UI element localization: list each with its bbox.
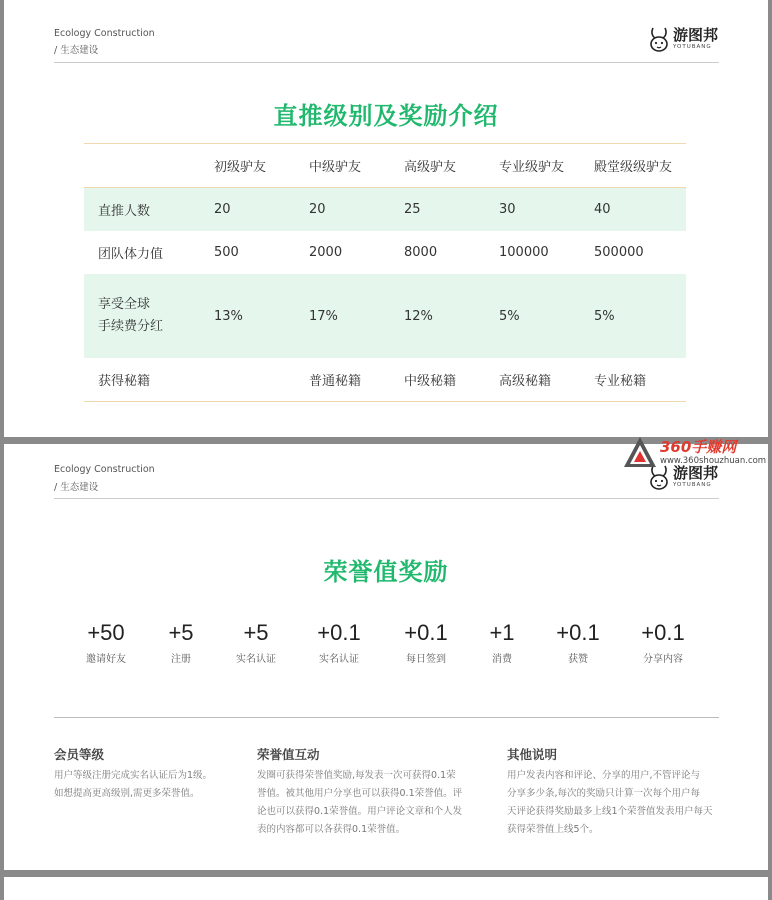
slide-direct-referral-levels [4,0,768,437]
reward-value: +1 [489,620,515,645]
text-line: 用户发表内容和评论、分享的用户,不管评论与 [507,770,701,781]
table-cell: 2000 [309,245,343,260]
reward-label: 消费 [492,654,512,665]
table-header-cell: 中级驴友 [309,160,362,175]
header-chinese: / 生态建设 [54,482,99,493]
text-line: 天评论获得奖励最多上线1个荣誉值发表用户每天 [507,806,713,817]
table-header-cell: 专业级驴友 [499,160,565,175]
column-text-honor-interaction [257,767,462,839]
table-cell: 8000 [404,245,438,260]
table-cell: 500000 [594,245,644,260]
column-text-member-level [54,767,212,803]
reward-item [618,620,708,665]
text-line: 论也可以获得0.1荣誉值。用户评论文章和个人发 [257,806,463,817]
page-title: 荣誉值奖励 [323,558,449,586]
header-chinese: / 生态建设 [54,45,99,56]
reward-label: 邀请好友 [86,654,126,665]
table-header-row [84,144,686,187]
table-cell: 40 [594,202,611,217]
table-row [84,188,686,231]
reward-label: 分享内容 [643,654,683,665]
table-cell: 25 [404,202,421,217]
reward-value: +5 [243,620,269,645]
row-label-line: 享受全球 [98,297,151,312]
column-text-other-notes [507,767,713,839]
logo-chinese: 游图邦 [672,25,718,44]
table-header-cell: 高级驴友 [404,160,457,175]
table-cell: 5% [499,308,520,324]
text-line: 表的内容都可以各获得0.1荣誉值。 [257,824,406,835]
row-label: 团队体力值 [98,247,164,262]
reward-item [294,620,384,665]
table-row [84,231,686,274]
header-english: Ecology Construction [54,28,155,39]
text-line: 誉值。被其他用户分享也可以获得0.1荣誉值。评 [257,788,463,799]
reward-value: +0.1 [641,620,685,645]
reward-label: 获赞 [568,654,588,665]
brand-logo [648,26,718,52]
table-cell: 500 [214,245,239,260]
table-row [84,274,686,358]
table-bottom-rule [84,401,686,402]
column-heading-honor-interaction: 荣誉值互动 [257,747,320,762]
reward-value: +5 [168,620,194,645]
page-title: 直推级别及奖励介绍 [273,102,499,130]
logo-english: YOTUBANG [672,43,712,50]
reward-item [211,620,301,665]
levels-table [84,143,686,402]
row-label [84,294,214,338]
table-row [84,358,686,401]
row-label: 获得秘籍 [98,374,151,389]
reward-label: 注册 [171,654,191,665]
reward-value: +0.1 [556,620,600,645]
header-english: Ecology Construction [54,464,155,475]
table-cell: 中级秘籍 [404,374,457,389]
reward-value: +0.1 [404,620,448,645]
watermark-title: 360手赚网 [660,438,737,456]
reward-item [533,620,623,665]
table-cell: 专业秘籍 [594,374,647,389]
table-cell: 普通秘籍 [309,374,362,389]
watermark [620,432,772,472]
text-line: 分享多少条,每次的奖励只计算一次每个用户每 [507,788,701,799]
table-cell: 20 [214,202,231,217]
table-cell: 高级秘籍 [499,374,552,389]
slide-honor-rewards [4,444,768,870]
column-heading-other-notes: 其他说明 [507,747,558,762]
row-label: 直推人数 [98,204,151,219]
text-line: 用户等级注册完成实名认证后为1级。 [54,770,213,781]
table-cell: 13% [214,308,243,324]
watermark-url: www.360shouzhuan.com [660,456,767,466]
table-header-cell: 殿堂级级驴友 [594,160,673,175]
table-cell: 5% [594,308,615,324]
table-cell: 12% [404,308,433,324]
text-line: 如想提高更高级别,需更多荣誉值。 [54,788,200,799]
reward-label: 每日签到 [406,654,446,665]
triangle-logo-icon [622,434,658,470]
table-cell: 17% [309,308,338,324]
row-label-line: 手续费分红 [98,319,164,334]
table-cell: 30 [499,202,516,217]
logo-chinese: 游图邦 [672,463,718,482]
header-divider [54,62,719,63]
reward-value: +0.1 [317,620,361,645]
reward-label: 实名认证 [236,654,276,665]
column-heading-member-level: 会员等级 [54,747,105,762]
next-slide-partial [4,877,768,900]
header-divider [54,498,719,499]
section-divider [54,717,719,718]
text-line: 获得荣誉值上线5个。 [507,824,599,835]
table-cell: 20 [309,202,326,217]
rabbit-logo-icon [648,26,670,52]
reward-label: 实名认证 [319,654,359,665]
table-header-cell: 初级驴友 [214,160,267,175]
text-line: 发圈可获得荣誉值奖励,每发表一次可获得0.1荣 [257,770,456,781]
reward-value: +50 [87,620,125,645]
table-cell: 100000 [499,245,549,260]
logo-english: YOTUBANG [672,481,712,488]
